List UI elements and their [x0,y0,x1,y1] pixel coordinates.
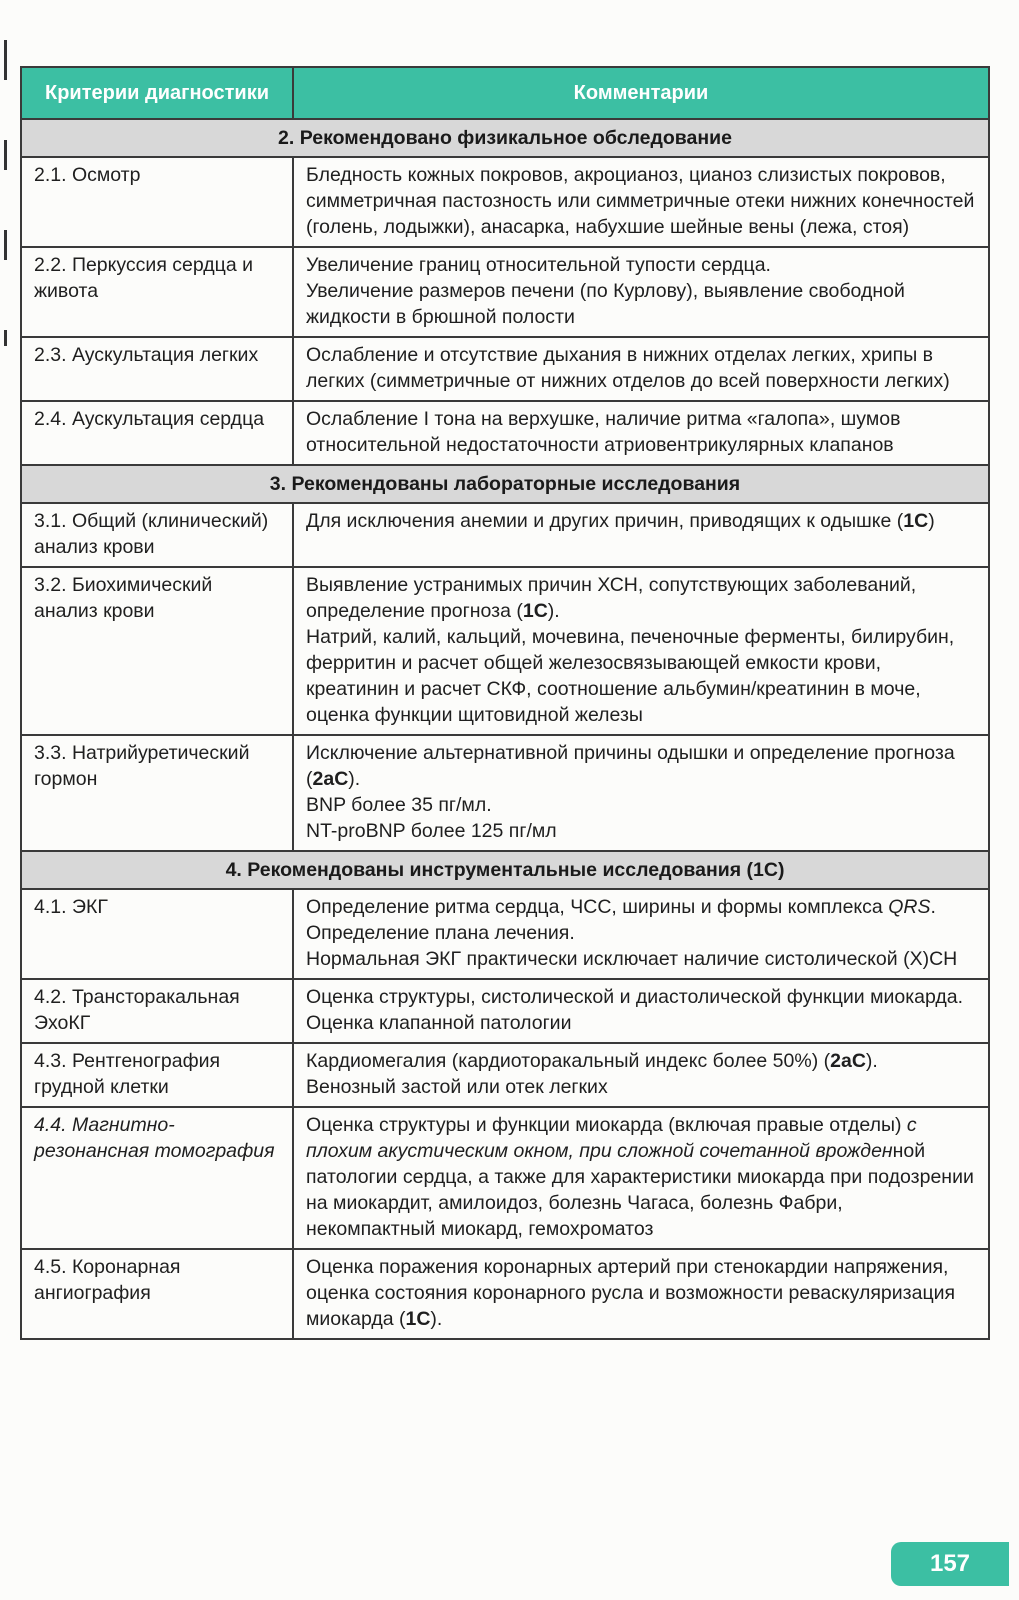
comment-text: BNP более 35 пг/мл. [306,794,492,816]
comment-cell [293,247,989,337]
comment-text: Нормальная ЭКГ практически исключает наличие систолической (Х)СН [306,948,958,970]
comment-text: Увеличение границ относительной тупости сердца. [306,254,771,276]
comment-text: Бледность кожных покровов, акроцианоз, цианоз слизистых покровов, симметричная пастозность или симметричные отеки нижних конечностей (голень, лодыжки), анасарка, набухшие шейные вены (лежа, стоя) [306,164,975,238]
comment-text: Исключение альтернативной причины одышки и определение прогноза (2aC). [306,742,955,790]
criterion-cell: 2.2. Перкуссия сердца и живота [21,247,293,337]
comment-cell [293,1043,989,1107]
diagnostics-table [20,66,990,1340]
table-row [21,1107,989,1249]
comment-cell [293,337,989,401]
table-row [21,157,989,247]
criterion-cell: 3.3. Натрийуретический гормон [21,735,293,851]
table-row [21,889,989,979]
criterion-cell: 3.2. Биохимический анализ крови [21,567,293,735]
evidence-grade: 1C [903,510,929,532]
table-row [21,401,989,465]
evidence-grade: 2aC [312,768,349,790]
table-row [21,979,989,1043]
section-title: 4. Рекомендованы инструментальные исследования (1С) [21,851,989,889]
criterion-cell: 2.4. Аускультация сердца [21,401,293,465]
page-number-tab: 157 [891,1542,1009,1586]
comment-cell [293,889,989,979]
criterion-cell: 4.2. Трансторакальная ЭхоКГ [21,979,293,1043]
table-row [21,1043,989,1107]
comment-cell [293,401,989,465]
criterion-cell: 4.5. Коронарная ангиография [21,1249,293,1339]
comment-cell [293,157,989,247]
table-header-row [21,67,989,119]
table-row [21,337,989,401]
criterion-cell: 2.3. Аускультация легких [21,337,293,401]
header-criteria: Критерии диагностики [21,67,293,119]
section-row [21,465,989,503]
comment-text: Натрий, калий, кальций, мочевина, печеночные ферменты, билирубин, ферритин и расчет общей железосвязывающей емкости крови, креатинин и расчет СКФ, соотношение альбумин/креатинин в моче, оценка функции щитовидной железы [306,626,955,726]
comment-text: Определение ритма сердца, ЧСС, ширины и формы комплекса QRS. [306,896,936,918]
section-title: 3. Рекомендованы лабораторные исследования [21,465,989,503]
comment-cell [293,567,989,735]
comment-text: Ослабление I тона на верхушке, наличие ритма «галопа», шумов относительной недостаточности атриовентрикулярных клапанов [306,408,901,456]
evidence-grade: 2aC [830,1050,866,1072]
criterion-cell: 3.1. Общий (клинический) анализ крови [21,503,293,567]
criterion-cell: 2.1. Осмотр [21,157,293,247]
comment-text: NT-proBNP более 125 пг/мл [306,820,557,842]
comment-text: Оценка структуры и функции миокарда (включая правые отделы) с плохим акустическим окном, при сложной сочетанной врожденной патологии сердца, а также для характеристики миокарда при подозрении на миокардит, амилоидоз, болезнь Чагаса, болезнь Фабри, некомпактный миокард, гемохроматоз [306,1114,974,1240]
comment-text: Увеличение размеров печени (по Курлову), выявление свободной жидкости в брюшной полости [306,280,905,328]
comment-cell [293,503,989,567]
table-row [21,247,989,337]
table-row [21,735,989,851]
comment-text: Определение плана лечения. [306,922,575,944]
criterion-cell: 4.4. Магнитно-резонансная томография [21,1107,293,1249]
criterion-cell: 4.3. Рентгенография грудной клетки [21,1043,293,1107]
header-comments: Комментарии [293,67,989,119]
comment-cell [293,1249,989,1339]
table-row [21,503,989,567]
comment-text: Оценка клапанной патологии [306,1012,572,1034]
criterion-cell: 4.1. ЭКГ [21,889,293,979]
table-row [21,1249,989,1339]
comment-cell [293,735,989,851]
comment-text: Венозный застой или отек легких [306,1076,608,1098]
comment-cell [293,1107,989,1249]
comment-cell [293,979,989,1043]
binding-edge-marks [0,0,20,700]
comment-text: Для исключения анемии и других причин, приводящих к одышке (1C) [306,510,935,532]
comment-text: Выявление устранимых причин ХСН, сопутствующих заболеваний, определение прогноза (1C). [306,574,917,622]
comment-text: Оценка структуры, систолической и диастолической функции миокарда. [306,986,964,1008]
section-row [21,851,989,889]
section-row [21,119,989,157]
table-row [21,567,989,735]
comment-text: Оценка поражения коронарных артерий при стенокардии напряжения, оценка состояния коронарного русла и возможности реваскуляризация миокарда (1C). [306,1256,956,1330]
section-title: 2. Рекомендовано физикальное обследование [21,119,989,157]
comment-text: Ослабление и отсутствие дыхания в нижних отделах легких, хрипы в легких (симметричные от нижних отделов до всей поверхности легких) [306,344,950,392]
evidence-grade: 1C [522,600,548,622]
evidence-grade: 1C [405,1308,431,1330]
comment-text: Кардиомегалия (кардиоторакальный индекс более 50%) (2aC). [306,1050,878,1072]
